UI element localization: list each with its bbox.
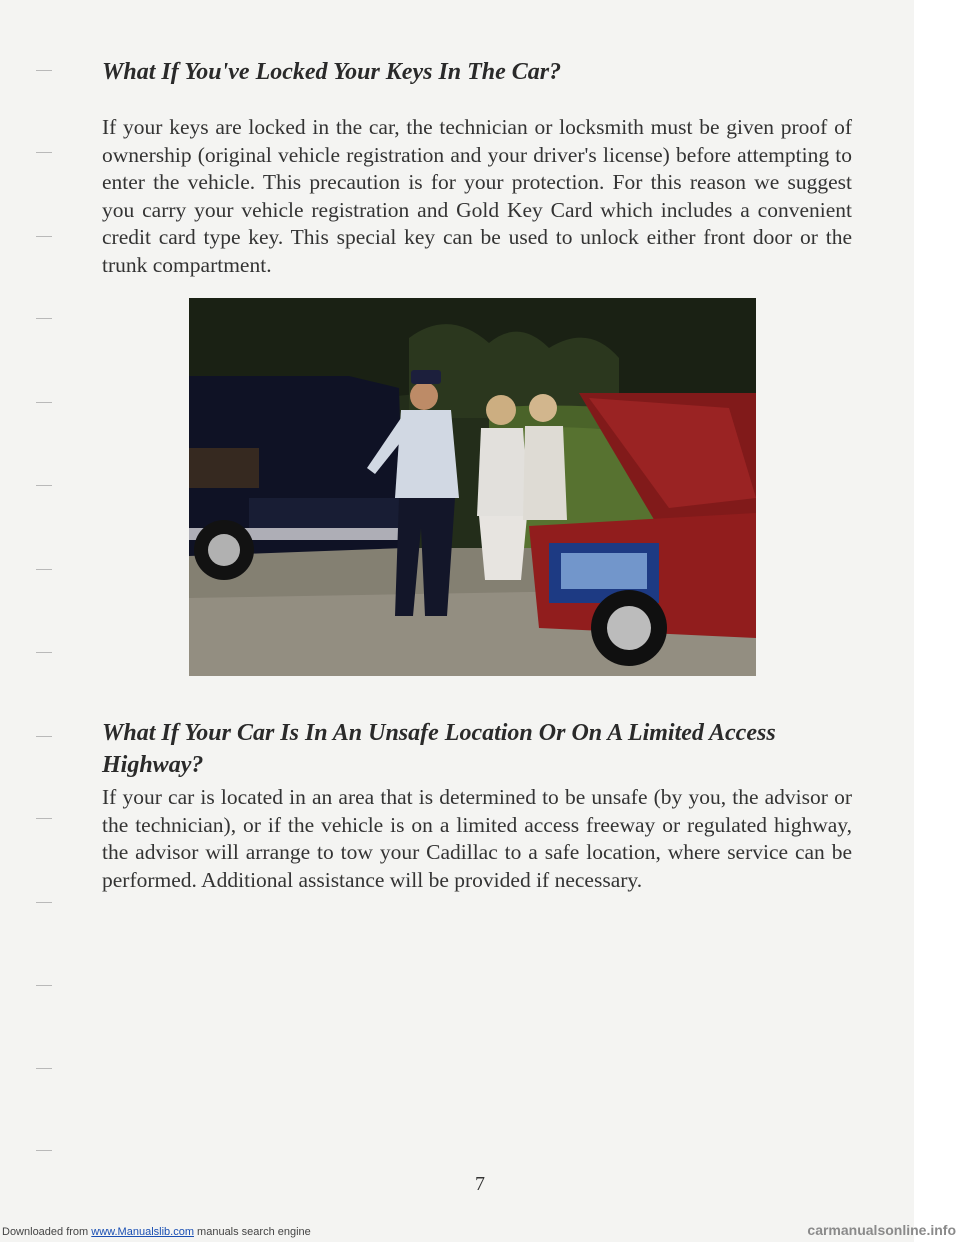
section-heading-locked-keys: What If You've Locked Your Keys In The Car?: [102, 59, 562, 85]
photo-technician-with-customers: [189, 298, 756, 676]
section-body-unsafe-location: If your car is located in an area that is determined to be unsafe (by you, the advisor or the technician), or if the vehicle is on a limited access freeway or regulated highway, the advisor will arrange to tow your Cadillac to a safe location, where service can be performed. Additional assistance will be provided if necessary.: [102, 785, 852, 892]
section-body-locked-keys: If your keys are locked in the car, the technician or locksmith must be given proof of ownership (original vehicle registration and your driver's license) before attempting to enter the vehicle. This precaution is for your protection. For this reason we suggest you carry your vehicle registration and Gold Key Card which includes a convenient credit card type key. This special key can be used to unlock either front door or the trunk compartment.: [102, 115, 852, 277]
watermark-text: carmanualsonline.info: [807, 1222, 956, 1238]
manualslib-link[interactable]: www.Manualslib.com: [91, 1226, 194, 1238]
section-heading-unsafe-location: [102, 717, 862, 781]
footer-suffix: manuals search engine: [197, 1226, 311, 1238]
section-heading-unsafe-location-line1: What If Your Car Is In An Unsafe Location Or On A Limited Access: [102, 720, 776, 746]
section-heading-unsafe-location-line2: Highway?: [102, 752, 204, 778]
page-number: 7: [475, 1173, 485, 1195]
page-edge: [914, 0, 960, 1242]
footer-prefix: Downloaded from: [2, 1226, 89, 1238]
download-footer: [2, 1226, 311, 1238]
